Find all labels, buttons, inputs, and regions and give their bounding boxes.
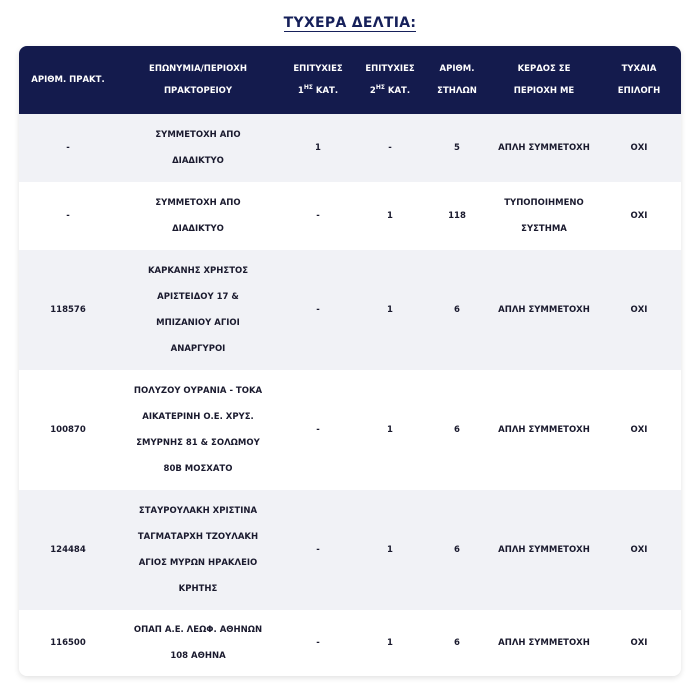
header-gain-type: ΚΕΡΔΟΣ ΣΕ ΠΕΡΙΟΧΗ ΜΕ xyxy=(513,64,575,96)
cell-name-area-line: ΔΙΑΔΙΚΤΥΟ xyxy=(172,156,224,166)
cell-name-area-line: ΑΙΚΑΤΕΡΙΝΗ Ο.Ε. ΧΡΥΣ. xyxy=(142,412,254,422)
cell-gain-type xyxy=(491,370,597,490)
table-row xyxy=(19,610,681,676)
cell-name-area-line: ΔΙΑΔΙΚΤΥΟ xyxy=(172,224,224,234)
cell-wins-first: - xyxy=(316,425,320,435)
cell-random-pick: ΟΧΙ xyxy=(630,425,648,435)
header-agency-no: ΑΡΙΘΜ. ΠΡΑΚΤ. xyxy=(31,75,105,85)
cell-wins-second: 1 xyxy=(387,638,393,648)
cell-columns: 6 xyxy=(454,425,460,435)
cell-columns: 6 xyxy=(454,545,460,555)
cell-name-area-line: ΣΥΜΜΕΤΟΧΗ ΑΠΟ xyxy=(155,130,241,140)
cell-gain-type xyxy=(491,490,597,610)
page-title: ΤΥΧΕΡΑ ΔΕΛΤΙΑ: xyxy=(283,15,417,31)
cell-name-area-line: ΠΟΛΥΖΟΥ ΟΥΡΑΝΙΑ - ΤΟΚΑ xyxy=(133,386,263,396)
cell-name-area-line: 80Β ΜΟΣΧΑΤΟ xyxy=(163,464,233,474)
table-row xyxy=(19,114,681,182)
cell-random-pick: ΟΧΙ xyxy=(630,638,648,648)
cell-gain-type xyxy=(491,182,597,250)
cell-name-area xyxy=(117,610,279,676)
cell-name-area-line: ΣΤΑΥΡΟΥΛΑΚΗ ΧΡΙΣΤΙΝΑ xyxy=(138,506,258,516)
table-row xyxy=(19,490,681,610)
cell-name-area-line: ΚΑΡΚΑΝΗΣ ΧΡΗΣΤΟΣ xyxy=(147,266,249,276)
cell-wins-first: - xyxy=(316,638,320,648)
header-wins-first-category: ΕΠΙΤΥΧΙΕΣ $1^{H\Sigma}$ ΚΑΤ. xyxy=(293,64,343,96)
cell-name-area xyxy=(117,490,279,610)
cell-name-area xyxy=(117,182,279,250)
cell-gain-type-line: ΑΠΛΗ ΣΥΜΜΕΤΟΧΗ xyxy=(498,638,590,648)
cell-gain-type-line: ΑΠΛΗ ΣΥΜΜΕΤΟΧΗ xyxy=(498,545,590,555)
cell-wins-second: 1 xyxy=(387,305,393,315)
cell-wins-second: 1 xyxy=(387,545,393,555)
cell-agency-no: 124484 xyxy=(50,545,86,555)
cell-gain-type xyxy=(491,250,597,370)
cell-name-area xyxy=(117,114,279,182)
cell-gain-type-line: ΑΠΛΗ ΣΥΜΜΕΤΟΧΗ xyxy=(498,305,590,315)
cell-gain-type-line: ΤΥΠΟΠΟΙΗΜΕΝΟ xyxy=(504,198,584,208)
cell-wins-first: - xyxy=(316,545,320,555)
cell-wins-second: - xyxy=(388,143,392,153)
cell-name-area-line: ΟΠΑΠ Α.Ε. ΛΕΩΦ. ΑΘΗΝΩΝ xyxy=(133,625,263,635)
header-random-pick: ΤΥΧΑΙΑ ΕΠΙΛΟΓΗ xyxy=(617,64,661,96)
cell-gain-type-line: ΣΥΣΤΗΜΑ xyxy=(521,224,567,234)
cell-name-area-line: ΑΡΙΣΤΕΙΔΟΥ 17 & xyxy=(157,292,239,302)
winning-tickets-table xyxy=(19,46,681,676)
cell-name-area xyxy=(117,370,279,490)
cell-agency-no: - xyxy=(66,211,70,221)
cell-columns: 6 xyxy=(454,638,460,648)
cell-name-area-line: ΑΓΙΟΣ ΜΥΡΩΝ ΗΡΑΚΛΕΙΟ xyxy=(138,558,258,568)
cell-name-area-line: ΜΠΙΖΑΝΙΟΥ ΑΓΙΟΙ xyxy=(156,318,240,328)
cell-wins-first: 1 xyxy=(315,143,321,153)
cell-agency-no: 118576 xyxy=(50,305,86,315)
title-wrap xyxy=(0,0,700,34)
table-row xyxy=(19,250,681,370)
table-row xyxy=(19,182,681,250)
table-header-row xyxy=(19,46,681,114)
cell-gain-type-line: ΑΠΛΗ ΣΥΜΜΕΤΟΧΗ xyxy=(498,425,590,435)
cell-gain-type xyxy=(491,610,597,676)
cell-random-pick: ΟΧΙ xyxy=(630,545,648,555)
cell-gain-type-line: ΑΠΛΗ ΣΥΜΜΕΤΟΧΗ xyxy=(498,143,590,153)
cell-agency-no: 100870 xyxy=(50,425,86,435)
cell-gain-type xyxy=(491,114,597,182)
cell-name-area xyxy=(117,250,279,370)
cell-columns: 6 xyxy=(454,305,460,315)
table-row xyxy=(19,370,681,490)
cell-agency-no: 116500 xyxy=(50,638,86,648)
cell-random-pick: ΟΧΙ xyxy=(630,143,648,153)
cell-name-area-line: ΚΡΗΤΗΣ xyxy=(178,584,218,594)
cell-columns: 5 xyxy=(454,143,460,153)
cell-wins-first: - xyxy=(316,211,320,221)
cell-name-area-line: ΤΑΓΜΑΤΑΡΧΗ ΤΖΟΥΛΑΚΗ xyxy=(137,532,259,542)
cell-wins-second: 1 xyxy=(387,211,393,221)
cell-name-area-line: ΣΜΥΡΝΗΣ 81 & ΣΟΛΩΜΟΥ xyxy=(136,438,260,448)
cell-random-pick: ΟΧΙ xyxy=(630,305,648,315)
cell-name-area-line: 108 ΑΘΗΝΑ xyxy=(170,651,226,661)
table-body xyxy=(19,114,681,676)
header-columns-count: ΑΡΙΘΜ. ΣΤΗΛΩΝ xyxy=(437,64,477,96)
cell-agency-no: - xyxy=(66,143,70,153)
cell-name-area-line: ΑΝΑΡΓΥΡΟΙ xyxy=(170,344,226,354)
cell-columns: 118 xyxy=(448,211,466,221)
header-name-area: ΕΠΩΝΥΜΙΑ/ΠΕΡΙΟΧΗ ΠΡΑΚΤΟΡΕΙΟΥ xyxy=(149,64,247,96)
cell-wins-first: - xyxy=(316,305,320,315)
cell-random-pick: ΟΧΙ xyxy=(630,211,648,221)
cell-wins-second: 1 xyxy=(387,425,393,435)
header-wins-second-category: ΕΠΙΤΥΧΙΕΣ $2^{H\Sigma}$ ΚΑΤ. xyxy=(365,64,415,96)
cell-name-area-line: ΣΥΜΜΕΤΟΧΗ ΑΠΟ xyxy=(155,198,241,208)
